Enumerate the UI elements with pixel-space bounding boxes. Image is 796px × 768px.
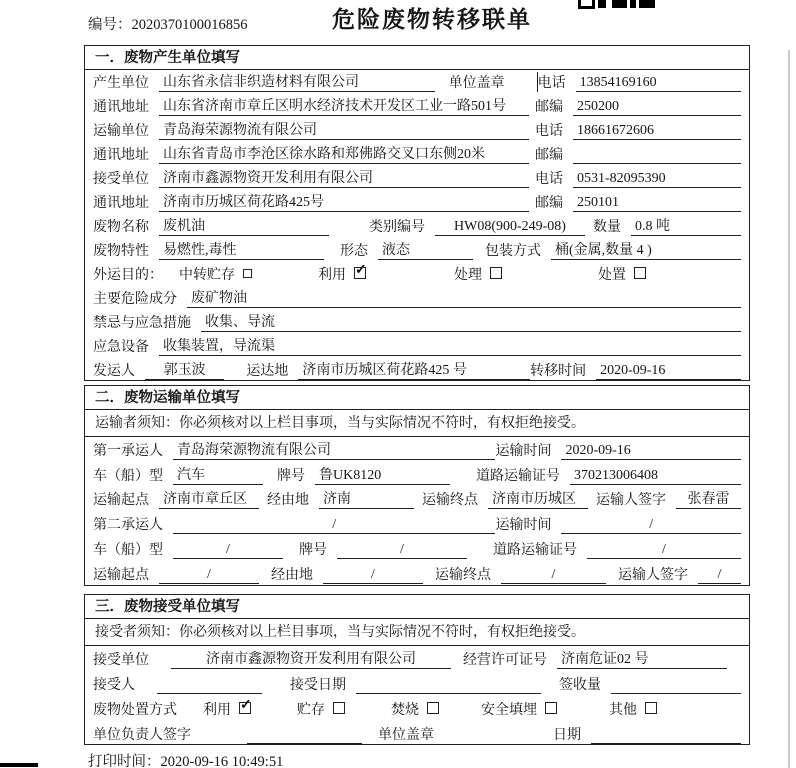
hazard-value: 废矿物油 bbox=[187, 287, 741, 308]
phone-label: 电话 bbox=[537, 76, 566, 91]
disposal-row bbox=[93, 696, 741, 721]
waste-name-row bbox=[93, 214, 741, 238]
vehicle1-row bbox=[93, 462, 741, 487]
vehicle2-label: 车（船）型 bbox=[93, 542, 163, 558]
responsible-row bbox=[93, 721, 741, 746]
receiver-zip-value: 250101 bbox=[573, 195, 741, 212]
disposal-option-incinerate bbox=[391, 699, 439, 719]
category-label: 类别编号 bbox=[369, 220, 425, 235]
plate1-label: 牌号 bbox=[277, 468, 305, 484]
form-label: 形态 bbox=[340, 244, 368, 259]
character-value: 易燃性,毒性 bbox=[159, 239, 324, 260]
vehicle2-row bbox=[93, 536, 741, 561]
date-value bbox=[591, 727, 741, 744]
vehicle2-value: / bbox=[173, 542, 283, 559]
category-value: HW08(900-249-08) bbox=[435, 219, 585, 236]
purpose-option-utilize bbox=[318, 264, 366, 284]
transporter-phone-value: 18661672606 bbox=[573, 123, 741, 140]
purpose-row bbox=[93, 262, 741, 286]
waste-character-row bbox=[93, 238, 741, 262]
destination-label: 运达地 bbox=[246, 364, 289, 379]
license-label: 经营许可证号 bbox=[463, 653, 547, 668]
character-label: 废物特性 bbox=[93, 244, 149, 259]
unit-seal-label: 单位盖章 bbox=[378, 728, 434, 743]
carrier1-row bbox=[93, 437, 741, 462]
accept-date-value bbox=[356, 677, 541, 694]
page-title: 危险废物转移联单 bbox=[332, 7, 532, 32]
received-qty-label: 签收量 bbox=[559, 678, 601, 693]
accept-unit-label: 接受单位 bbox=[93, 653, 149, 668]
responsible-label: 单位负责人签字 bbox=[93, 728, 191, 743]
checkbox-utilize bbox=[354, 267, 366, 279]
permit2-label: 道路运输证号 bbox=[493, 542, 577, 558]
end2-value: / bbox=[501, 567, 606, 584]
transporter-notice: 运输者须知：你必须核对以上栏目事项，当与实际情况不符时，有权拒绝接受。 bbox=[85, 410, 749, 437]
permit1-value: 370213006408 bbox=[570, 468, 741, 485]
sign2-label: 运输人签字 bbox=[618, 567, 688, 583]
route1-row bbox=[93, 487, 741, 512]
phone-label: 电话 bbox=[535, 172, 563, 187]
accept-date-label: 接受日期 bbox=[290, 678, 346, 693]
hazard-label: 主要危险成分 bbox=[93, 292, 177, 307]
transporter-value: 青岛海荣源物流有限公司 bbox=[159, 119, 529, 140]
origin1-value: 济南市章丘区 bbox=[159, 488, 259, 509]
receiver-value: 济南市鑫源物资开发利用有限公司 bbox=[159, 167, 529, 188]
option-label: 利用 bbox=[318, 268, 346, 283]
checkbox-dispose bbox=[634, 267, 646, 279]
via1-value: 济南 bbox=[319, 488, 414, 509]
carrier1-label: 第一承运人 bbox=[93, 443, 163, 459]
vehicle1-value: 汽车 bbox=[173, 464, 263, 485]
shipper-row bbox=[93, 358, 741, 382]
origin2-value: / bbox=[159, 567, 259, 584]
producer-address-value: 山东省济南市章丘区明水经济技术开发区工业一路501号 bbox=[159, 95, 529, 116]
option-label: 中转贮存 bbox=[179, 268, 235, 283]
transfer-time-label: 转移时间 bbox=[530, 364, 587, 379]
license-value: 济南危证02 号 bbox=[557, 648, 727, 669]
qr-module bbox=[578, 0, 595, 9]
option-label: 利用 bbox=[203, 703, 231, 718]
serial-label: 编号： bbox=[88, 17, 132, 33]
form-value: 液态 bbox=[378, 239, 473, 260]
print-time-label: 打印时间： bbox=[88, 754, 161, 768]
zip-label: 邮编 bbox=[535, 148, 563, 163]
end1-value: 济南市历城区 bbox=[488, 488, 588, 509]
section-transporter-title: 二．废物运输单位填写 bbox=[85, 386, 749, 410]
sign1-label: 运输人签字 bbox=[596, 493, 666, 509]
equipment-label: 应急设备 bbox=[93, 340, 149, 355]
end1-label: 运输终点 bbox=[422, 493, 478, 509]
purpose-option-treat bbox=[454, 264, 502, 284]
acceptor-label: 接受人 bbox=[93, 678, 135, 693]
vehicle1-label: 车（船）型 bbox=[93, 468, 163, 484]
section-producer-title: 一．废物产生单位填写 bbox=[85, 46, 749, 70]
time1-value: 2020-09-16 bbox=[561, 443, 741, 460]
acceptor-value bbox=[157, 677, 262, 694]
section-transporter bbox=[84, 385, 750, 586]
option-label: 安全填埋 bbox=[481, 703, 537, 718]
equipment-row bbox=[93, 334, 741, 358]
serial-number bbox=[88, 13, 248, 34]
origin1-label: 运输起点 bbox=[93, 493, 149, 509]
section-producer bbox=[84, 45, 750, 381]
received-qty-value bbox=[611, 677, 741, 694]
via2-value: / bbox=[323, 567, 423, 584]
purpose-label: 外运目的： bbox=[93, 268, 163, 283]
route2-row bbox=[93, 561, 741, 586]
carrier2-row bbox=[93, 511, 741, 536]
address-label: 通讯地址 bbox=[93, 148, 149, 163]
origin2-label: 运输起点 bbox=[93, 567, 149, 583]
end2-label: 运输终点 bbox=[435, 567, 491, 583]
sign2-value: / bbox=[698, 567, 741, 584]
waste-name-value: 废机油 bbox=[159, 215, 329, 236]
receiver-notice: 接受者须知：你必须核对以上栏目事项，当与实际情况不符时，有权拒绝接受。 bbox=[85, 619, 749, 646]
print-time bbox=[88, 750, 283, 768]
producer-phone-value: 13854169160 bbox=[576, 75, 741, 92]
qr-code-fragment bbox=[578, 0, 655, 9]
option-label: 焚烧 bbox=[391, 703, 419, 718]
transporter-address-value: 山东省青岛市李沧区徐水路和郑佛路交叉口东侧20米 bbox=[159, 143, 529, 164]
purpose-option-dispose bbox=[598, 264, 646, 284]
option-label: 其他 bbox=[609, 703, 637, 718]
serial-value: 2020370100016856 bbox=[131, 17, 248, 33]
print-time-value: 2020-09-16 10:49:51 bbox=[160, 754, 284, 768]
qr-module bbox=[598, 0, 606, 8]
packaging-value: 桶(金属,数量 4 ) bbox=[551, 239, 741, 260]
carrier2-value: / bbox=[173, 517, 495, 534]
equipment-value: 收集装置，导流渠 bbox=[159, 335, 741, 356]
checkbox-treat bbox=[490, 267, 502, 279]
checkbox-disposal-incinerate bbox=[427, 702, 439, 714]
section-receiver bbox=[84, 594, 750, 745]
receiver-row bbox=[93, 166, 741, 190]
page-edge bbox=[788, 50, 790, 768]
address-label: 通讯地址 bbox=[93, 100, 149, 115]
carrier2-label: 第二承运人 bbox=[93, 518, 163, 534]
transporter-label: 运输单位 bbox=[93, 124, 149, 139]
quantity-value: 0.8 吨 bbox=[631, 215, 741, 236]
producer-address-row bbox=[93, 94, 741, 118]
address-label: 通讯地址 bbox=[93, 196, 149, 211]
checkbox-disposal-landfill bbox=[545, 702, 557, 714]
producer-value: 山东省永信非织造材料有限公司 bbox=[159, 71, 435, 92]
disposal-option-other bbox=[609, 699, 657, 719]
scan-artifact bbox=[0, 763, 38, 767]
disposal-option-utilize bbox=[203, 699, 251, 719]
checkbox-disposal-utilize bbox=[239, 702, 251, 714]
option-label: 处理 bbox=[454, 268, 482, 283]
qr-module bbox=[612, 0, 627, 8]
transfer-time-value: 2020-09-16 bbox=[596, 363, 741, 380]
sign1-value: 张春雷 bbox=[676, 488, 741, 509]
producer-zip-value: 250200 bbox=[573, 99, 741, 116]
transporter-row bbox=[93, 118, 741, 142]
producer-label: 产生单位 bbox=[93, 76, 149, 91]
option-label: 处置 bbox=[598, 268, 626, 283]
transporter-zip-value bbox=[573, 147, 741, 164]
disposal-label: 废物处置方式 bbox=[93, 703, 177, 718]
emergency-label: 禁忌与应急措施 bbox=[93, 316, 191, 331]
purpose-option-transfer-storage bbox=[179, 264, 252, 284]
disposal-option-storage bbox=[297, 699, 345, 719]
receiver-address-value: 济南市历城区荷花路425号 bbox=[159, 191, 529, 212]
responsible-value bbox=[247, 727, 362, 744]
acceptor-row bbox=[93, 671, 741, 696]
destination-value: 济南市历城区荷花路425 号 bbox=[298, 359, 530, 380]
time2-value: / bbox=[561, 517, 741, 534]
section-receiver-title: 三．废物接受单位填写 bbox=[85, 595, 749, 619]
transporter-address-row bbox=[93, 142, 741, 166]
permit2-value: / bbox=[587, 542, 741, 559]
plate2-label: 牌号 bbox=[299, 542, 327, 558]
producer-row bbox=[93, 70, 741, 94]
time2-label: 运输时间 bbox=[495, 518, 552, 534]
via1-label: 经由地 bbox=[267, 493, 309, 509]
quantity-label: 数量 bbox=[593, 220, 621, 235]
checkbox-disposal-other bbox=[645, 702, 657, 714]
disposal-option-landfill bbox=[481, 699, 557, 719]
accept-unit-value: 济南市鑫源物资开发利用有限公司 bbox=[171, 648, 451, 669]
phone-label: 电话 bbox=[535, 124, 563, 139]
zip-label: 邮编 bbox=[535, 100, 563, 115]
receiver-address-row bbox=[93, 190, 741, 214]
receiver-phone-value: 0531-82095390 bbox=[573, 171, 741, 188]
receiver-label: 接受单位 bbox=[93, 172, 149, 187]
shipper-label: 发运人 bbox=[93, 364, 135, 379]
option-label: 贮存 bbox=[297, 703, 325, 718]
plate2-value: / bbox=[337, 542, 467, 559]
permit1-label: 道路运输证号 bbox=[476, 468, 560, 484]
date-label: 日期 bbox=[553, 728, 581, 743]
time1-label: 运输时间 bbox=[495, 443, 552, 459]
qr-module bbox=[639, 0, 655, 8]
emergency-row bbox=[93, 310, 741, 334]
carrier1-value: 青岛海荣源物流有限公司 bbox=[173, 439, 495, 460]
zip-label: 邮编 bbox=[535, 196, 563, 211]
unit-seal-label: 单位盖章 bbox=[448, 76, 505, 91]
plate1-value: 鲁UK8120 bbox=[315, 464, 450, 485]
qr-module bbox=[630, 0, 636, 8]
via2-label: 经由地 bbox=[271, 567, 313, 583]
packaging-label: 包装方式 bbox=[485, 244, 541, 259]
accept-unit-row bbox=[93, 646, 741, 671]
shipper-value: 郭玉波 bbox=[145, 359, 224, 380]
checkbox-transfer-storage bbox=[243, 269, 252, 278]
checkbox-disposal-storage bbox=[333, 702, 345, 714]
waste-name-label: 废物名称 bbox=[93, 220, 149, 235]
emergency-value: 收集、导流 bbox=[201, 311, 741, 332]
hazard-row bbox=[93, 286, 741, 310]
